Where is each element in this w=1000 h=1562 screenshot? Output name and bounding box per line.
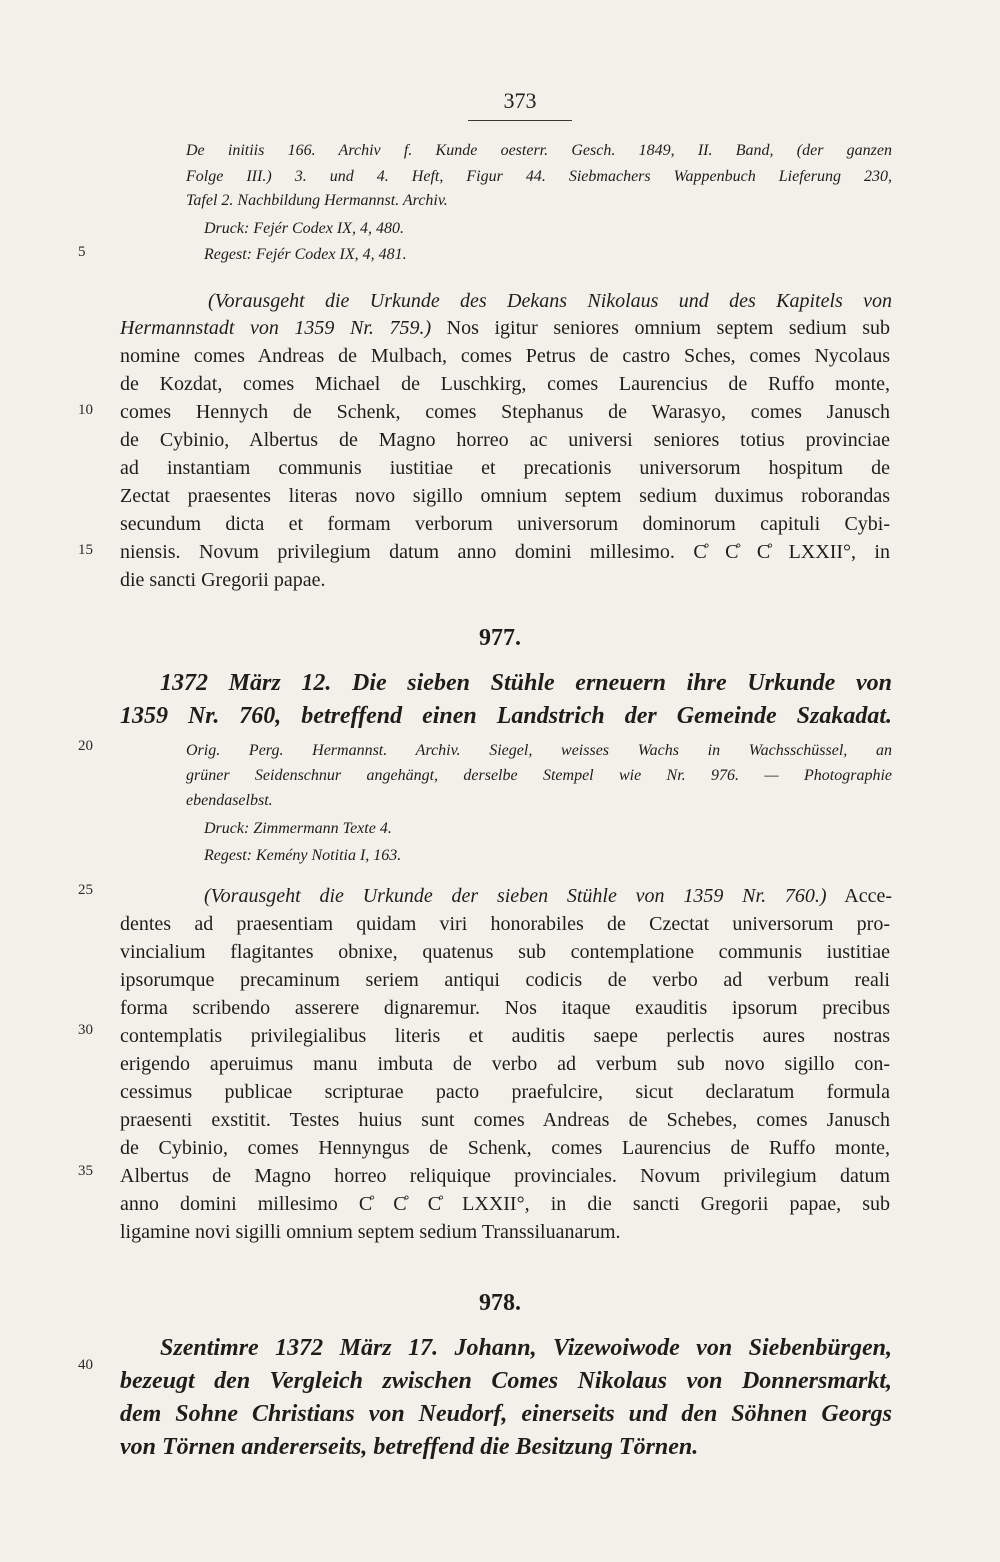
- body-line: de Cybinio, comes Hennyngus de Schenk, comes Laurencius de Ruffo monte,: [120, 1137, 890, 1159]
- body-line: nomine comes Andreas de Mulbach, comes Petrus de castro Sches, comes Nycolaus: [120, 345, 890, 367]
- body-line: anno domini millesimo C̊ C̊ C̊ LXXII°, in die sancti Gregorii papae, sub: [120, 1193, 890, 1215]
- body-line: contemplatis privilegialibus literis et auditis saepe perlectis aures nostras: [120, 1025, 890, 1047]
- margin-number: 30: [78, 1022, 93, 1038]
- body-line: Zectat praesentes literas novo sigillo omnium septem sedium duximus roborandas: [120, 485, 890, 507]
- source-line: Tafel 2. Nachbildung Hermannst. Archiv.: [186, 192, 448, 209]
- document-number: 978.: [479, 1290, 521, 1316]
- body-text: Acce-: [826, 885, 892, 907]
- margin-number: 5: [78, 244, 86, 260]
- document-heading: Szentimre 1372 März 17. Johann, Vizewoiwode von Siebenbürgen,: [160, 1335, 892, 1361]
- body-line: cessimus publicae scripturae pacto praefulcire, sicut declaratum formula: [120, 1081, 890, 1103]
- body-line: die sancti Gregorii papae.: [120, 569, 326, 591]
- source-line: De initiis 166. Archiv f. Kunde oesterr. Gesch. 1849, II. Band, (der ganzen: [186, 142, 892, 159]
- body-line: niensis. Novum privilegium datum anno domini millesimo. C̊ C̊ C̊ LXXII°, in: [120, 541, 890, 563]
- body-line: dentes ad praesentiam quidam viri honorabiles de Czectat universorum pro-: [120, 913, 890, 935]
- page-number: 373: [503, 88, 537, 113]
- document-heading: von Törnen andererseits, betreffend die Besitzung Törnen.: [120, 1434, 699, 1460]
- print-reference: Druck: Zimmermann Texte 4.: [204, 820, 392, 837]
- body-line: (Vorausgeht die Urkunde des Dekans Nikolaus und des Kapitels von: [208, 290, 892, 312]
- body-line: praesenti exstitit. Testes huius sunt comes Andreas de Schebes, comes Janusch: [120, 1109, 890, 1131]
- body-line: Albertus de Magno horreo reliquique provinciales. Novum privilegium datum: [120, 1165, 890, 1187]
- margin-number: 20: [78, 738, 93, 754]
- body-line: ipsorumque precaminum seriem antiqui codicis de verbo ad verbum reali: [120, 969, 890, 991]
- body-line: [204, 883, 892, 909]
- document-heading: 1372 März 12. Die sieben Stühle erneuern ihre Urkunde von: [160, 670, 892, 696]
- margin-number: 10: [78, 402, 93, 418]
- margin-number: 15: [78, 542, 93, 558]
- source-line: Orig. Perg. Hermannst. Archiv. Siegel, weisses Wachs in Wachsschüssel, an: [186, 742, 892, 759]
- body-line: de Kozdat, comes Michael de Luschkirg, comes Laurencius de Ruffo monte,: [120, 373, 890, 395]
- body-line: comes Hennych de Schenk, comes Stephanus de Warasyo, comes Janusch: [120, 401, 890, 423]
- body-line: forma scribendo asserere dignaremur. Nos itaque exauditis ipsorum precibus: [120, 997, 890, 1019]
- body-line: secundum dicta et formam verborum universorum dominorum capituli Cybi-: [120, 513, 890, 535]
- source-line: grüner Seidenschnur angehängt, derselbe Stempel wie Nr. 976. — Photographie: [186, 767, 892, 784]
- source-line: Folge III.) 3. und 4. Heft, Figur 44. Siebmachers Wappenbuch Lieferung 230,: [186, 168, 892, 185]
- document-heading: dem Sohne Christians von Neudorf, einerseits und den Söhnen Georgs: [120, 1401, 892, 1427]
- document-number: 977.: [479, 625, 521, 651]
- body-line: ad instantiam communis iustitiae et precationis universorum hospitum de: [120, 457, 890, 479]
- body-italic: Hermannstadt von 1359 Nr. 759.): [120, 317, 432, 339]
- regest-reference: Regest: Fejér Codex IX, 4, 481.: [204, 246, 407, 263]
- print-reference: Druck: Fejér Codex IX, 4, 480.: [204, 220, 404, 237]
- body-line: erigendo aperuimus manu imbuta de verbo ad verbum sub novo sigillo con-: [120, 1053, 890, 1075]
- document-heading: 1359 Nr. 760, betreffend einen Landstrich der Gemeinde Szakadat.: [120, 703, 892, 729]
- body-line: vincialium flagitantes obnixe, quatenus sub contemplatione communis iustitiae: [120, 941, 890, 963]
- margin-number: 40: [78, 1357, 93, 1373]
- margin-number: 35: [78, 1163, 93, 1179]
- body-line: de Cybinio, Albertus de Magno horreo ac universi seniores totius provinciae: [120, 429, 890, 451]
- body-text: Nos igitur seniores omnium septem sedium sub: [431, 317, 890, 339]
- page-number-rule: [468, 120, 572, 121]
- source-line: ebendaselbst.: [186, 792, 273, 809]
- regest-reference: Regest: Kemény Notitia I, 163.: [204, 847, 402, 864]
- body-italic: (Vorausgeht die Urkunde der sieben Stühle von 1359 Nr. 760.): [204, 885, 827, 907]
- body-line: [120, 315, 890, 341]
- margin-number: 25: [78, 882, 93, 898]
- body-line: ligamine novi sigilli omnium septem sedium Transsiluanarum.: [120, 1221, 621, 1243]
- document-heading: bezeugt den Vergleich zwischen Comes Nikolaus von Donnersmarkt,: [120, 1368, 892, 1394]
